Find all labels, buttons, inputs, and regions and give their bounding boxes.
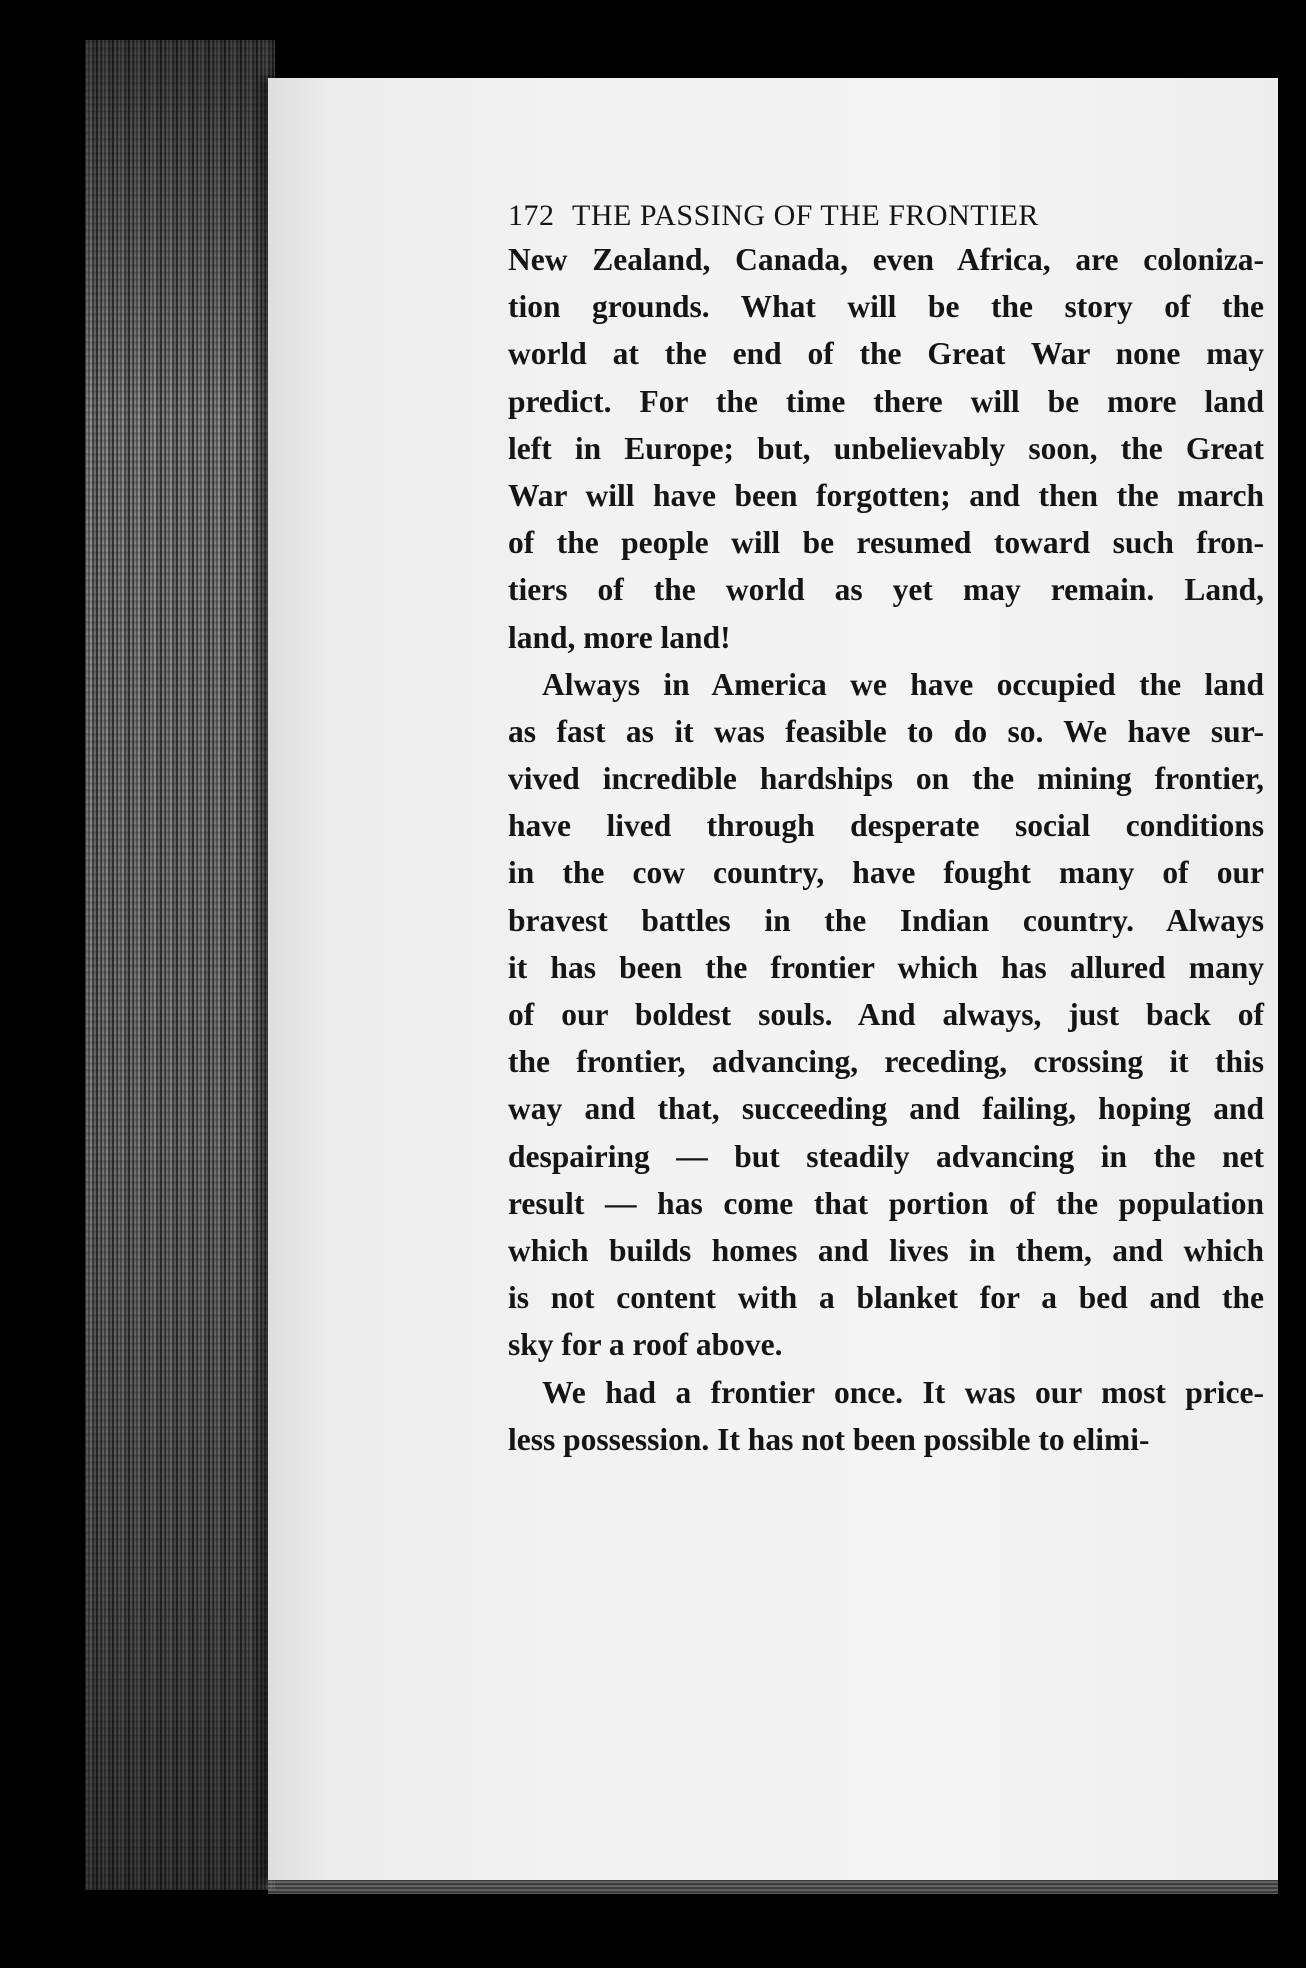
text-line: the frontier, advancing, receding, crossing it this: [508, 1044, 1264, 1080]
text-line: is not content with a blanket for a bed and the: [508, 1280, 1264, 1316]
page-text-block: [508, 196, 1264, 1463]
text-line: which builds homes and lives in them, and which: [508, 1232, 1264, 1268]
text-line: New Zealand, Canada, even Africa, are coloniza-: [508, 242, 1264, 277]
text-line: War will have been forgotten; and then the march: [508, 477, 1264, 513]
paragraph: [508, 661, 1264, 1369]
page-bottom-edge: [268, 1880, 1278, 1894]
text-line: left in Europe; but, unbelievably soon, the Great: [508, 430, 1264, 466]
text-line: in the cow country, have fought many of our: [508, 855, 1264, 891]
text-line: predict. For the time there will be more land: [508, 383, 1264, 419]
text-line: despairing — but steadily advancing in the net: [508, 1138, 1264, 1174]
text-line: have lived through desperate social conditions: [508, 808, 1264, 844]
text-line: of the people will be resumed toward such fron-: [508, 525, 1264, 561]
text-line: as fast as it was feasible to do so. We have sur-: [508, 713, 1264, 749]
text-line: We had a frontier once. It was our most price-: [542, 1374, 1264, 1410]
text-line: sky for a roof above.: [508, 1327, 783, 1363]
text-line: of our boldest souls. And always, just back of: [508, 997, 1264, 1032]
text-line: Always in America we have occupied the land: [542, 666, 1264, 702]
text-line: way and that, succeeding and failing, hoping and: [508, 1091, 1264, 1127]
text-line: tion grounds. What will be the story of the: [508, 289, 1264, 325]
body-text: [508, 236, 1264, 1463]
text-line: it has been the frontier which has allured many: [508, 949, 1264, 985]
text-line: result — has come that portion of the population: [508, 1185, 1264, 1221]
page-edges-shadow: [85, 40, 275, 1890]
page-number: 172: [508, 199, 555, 232]
text-line: bravest battles in the Indian country. Always: [508, 902, 1264, 938]
text-line: tiers of the world as yet may remain. Land,: [508, 572, 1264, 608]
text-line: vived incredible hardships on the mining frontier,: [508, 761, 1264, 797]
running-head: [508, 196, 1264, 236]
paragraph: [508, 1369, 1264, 1463]
text-line: land, more land!: [508, 619, 731, 655]
running-title: THE PASSING OF THE FRONTIER: [572, 199, 1039, 232]
text-line: less possession. It has not been possible to elimi-: [508, 1421, 1150, 1457]
paragraph: [508, 236, 1264, 661]
text-line: world at the end of the Great War none may: [508, 336, 1264, 372]
